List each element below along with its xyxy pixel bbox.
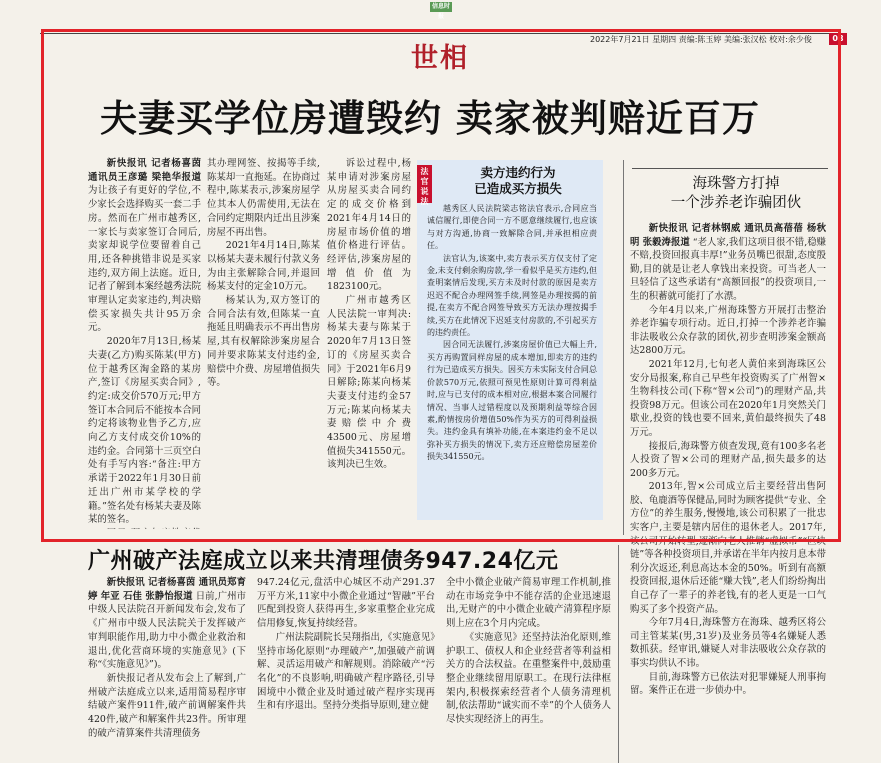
issue-weekday: 星期四 <box>652 35 677 44</box>
paragraph-text: 杨某认为,双方签订的合同合法有效,但陈某一直拖延且明确表示不再出售房屋,其有权解除涉案房屋合同并要求陈某支付违约金,赔偿中介费、房屋增值损失等。 <box>207 295 320 389</box>
byline: 新快报讯 记者林钢威 通讯员高蓓蓓 杨秋明 张毅涛报道 <box>630 223 826 248</box>
paragraph-text: 《实施意见》还坚持法治化原则,维护职工、债权人和企业经营者等利益相关方的合法权益。在重整案件中,鼓励重整企业继续留用原职工。在现行法律框架内,积极探索经营者个人债务清理机制,依法帮助“诚实而不幸”的个人债务人尽快实现经济上的再生。 <box>446 631 611 726</box>
paragraph <box>88 672 246 741</box>
paragraph-text: 诉讼过程中,杨某申请对涉案房屋从房屋买卖合同约定的成交价格到2021年4月14日的房屋市场价值的增值价格进行评估。经评估,涉案房屋的增值价值为1823100元。 <box>327 158 411 293</box>
commentary-title-line1: 卖方违约行为 <box>480 165 556 180</box>
paragraph-text: 接报后,海珠警方侦查发现,竟有100多名老人投资了智×公司的理财产品,损失最多的达200多万元。 <box>630 440 826 479</box>
paragraph-text: 947.24亿元,盘活中心城区不动产291.37万平方米,11家中小微企业通过“智融”平台匹配到投资人获得再生,多家重整企业完成信用修复,恢复持续经营。 <box>257 577 435 630</box>
issue-date: 2022年7月21日 <box>590 35 650 44</box>
bottom-story-column-2 <box>257 576 435 763</box>
section-title: 世相 <box>411 43 469 74</box>
bottom-story-column-1 <box>88 576 246 763</box>
paragraph-text: 2021年4月14日,陈某以杨某夫妻未履行付款义务为由主张解除合同,并退回杨某支付的定金10万元。 <box>207 240 320 293</box>
proofreader-credit: 校对:余少俊 <box>769 35 812 44</box>
commentary-paragraph: 因合同无法履行,涉案房屋价值已大幅上升,买方再购置同样房屋的成本增加,即卖方的违约行为已造成买方损失。因买方未实际支付合同总价款570万元,依照可预见性原则计算可得利益时,应与已支付的成本相对应,根据本案合同履行情况、当事人过错程度以及预期利益等综合因素,酌情按房价增值50%作为买方的可得利益损失。违约金具有填补功能,在本案违约金不足以弥补买方损失的情况下,卖方还应赔偿房屋差价损失341550元。 <box>427 340 597 462</box>
paragraph-text: 2020年7月13日,杨某夫妻(乙方)购买陈某(甲方)位于越秀区淘金路的某房产,签订《房屋买卖合同》,约定:成交价570万元;甲方签订本合同后不能按本合同约定将该物业售予乙方,应向乙方支付成交价10%的违约金。合同第十三页空白处有手写内容:“备注:甲方承诺于2022年1月30日前迁出广州市某学校的学籍。”签名处有杨某夫妻及陈某的签名。 <box>88 336 201 526</box>
paragraph <box>446 576 611 631</box>
paragraph <box>257 576 435 631</box>
paragraph-text: “老人家,我们这项目很不错,稳赚不赔,投资回报真丰厚!”业务员嘴巴很甜,态度殷勤,目的就是让老人拿钱出来投资。可当老人一旦轻信了这些承诺有“高额回报”的投资项目,一生的积蓄就可能打了水漂。 <box>630 236 826 302</box>
designer-credit: 美编:张汉松 <box>723 35 767 44</box>
paragraph <box>630 616 826 670</box>
right-headline-line1: 海珠警方打掉 <box>692 176 780 192</box>
paragraph <box>257 631 435 713</box>
column-divider <box>618 545 619 763</box>
byline: 新快报讯 记者杨喜茵 通讯员王彦璐 梁艳华报道 <box>88 158 201 183</box>
paragraph-text: 2021年12月,七旬老人黄伯来到海珠区公安分局报案,称自己早些年投资购买了广州智×生物科技公司(下称“智×公司”)的理财产品,共投资98万元。但该公司在2020年1月突然关门歇业,投资的钱也要不回来,黄伯最终损失了48万元。 <box>630 358 826 438</box>
highlight-frame <box>41 29 841 542</box>
paragraph-text: 其办理网签、按揭等手续,陈某却一直拖延。在协商过程中,陈某表示,涉案房屋学位其本人仍需使用,无法在合同约定期限内迁出且涉案房屋不再出售。 <box>207 158 320 238</box>
paragraph-text: 2013年,智×公司成立后主要经营出售阿胶、龟鹿酒等保健品,同时为顾客提供“专业、全方位”的养生服务,慢慢地,该公司积累了一批忠实客户,主要是辖内居住的退休老人。2017年,该公司开始转型,逐渐向老人推销“虚拟币”“区块链”等各种投资项目,并承诺在半年内按月息本带利分次返还,利息高达本金的50%。听到有高额投资回报,退休后还能“赚大钱”,老人们纷纷掏出自己存了一辈子的养老钱,有的老人更是一口气购买了多个投资产品。 <box>630 481 826 615</box>
paragraph-text: 今年7月4日,海珠警方在海珠、越秀区将公司主管某某(男,31岁)及业务员等4名嫌疑人悉数抓获。经审讯,嫌疑人对非法吸收公众存款的事实均供认不讳。 <box>630 617 826 669</box>
right-headline-line2: 一个涉养老诈骗团伙 <box>670 195 802 211</box>
paragraph <box>88 576 246 672</box>
commentary-tag: 法官说法 <box>417 165 432 203</box>
paragraph-text: 广州市越秀区人民法院一审判决:杨某夫妻与陈某于2020年7月13日签订的《房屋买卖合同》于2021年6月9日解除;陈某向杨某夫妻支付违约金57万元;陈某向杨某夫妻赔偿中介费43500元、房屋增值损失341550元。该判决已生效。 <box>327 295 411 471</box>
paragraph-text: 新快报记者从发布会上了解到,广州破产法庭成立以来,适用简易程序审结破产案件911件,破产前调解案件共420件,破产和解案件共23件。所审理的破产清算案件共清理债务 <box>88 672 246 739</box>
paragraph-text: 为让孩子有更好的学位,不少家长会选择购买一套二手房。然而在广州市越秀区,一家长与卖家签订合同后,卖家却说学位要留着自己用,还各种挑错非说是买家违约,双方闹上法庭。近日,记者了解到本案经越秀法院审理认定卖家违约,判决赔偿买家损失共计95万余元。 <box>88 185 201 334</box>
masthead-logo: 信息时报 <box>431 3 450 20</box>
paragraph-text: 目前,海珠警方已依法对犯罪嫌疑人刑事拘留。案件正在进一步侦办中。 <box>630 671 826 697</box>
commentary-title-line2: 已造成买方损失 <box>474 181 562 196</box>
bottom-headline: 广州破产法庭成立以来共清理债务947.24亿元 <box>88 549 559 574</box>
commentary-paragraph: 法官认为,该案中,卖方表示买方仅支付了定金,未支付剩余购房款,学一看似乎是买方违约,但查明案情后发现,买方未及时付款的原因是卖方迟迟不配合办理网签手续,网签是办理按揭的前提,在卖方不配合网签导致买方无法办理按揭手续,买方在此情况下迟延支付房款的,不引起买方的违约责任。 <box>427 253 597 338</box>
commentary-paragraph: 越秀区人民法院梁志铭法官表示,合同应当诚信履行,即使合同一方不愿意继续履行,也应该与对方沟通,协商一致解除合同,并承担相应责任。 <box>427 204 597 251</box>
paragraph-text: 全中小微企业破产简易审理工作机制,推动在市场竞争中不能存活的企业迅速退出,无财产的中小微企业破产清算程序原则上应在3个月内完成。 <box>446 577 611 630</box>
page-number-badge: 08 <box>829 33 847 45</box>
paragraph <box>630 671 826 698</box>
paragraph <box>446 631 611 727</box>
byline: 新快报讯 记者杨喜茵 通讯员郑育婷 年亚 石佳 张静怡报道 <box>88 577 246 602</box>
paragraph-text: 今年4月以来,广州海珠警方开展打击整治养老诈骗专项行动。近日,打掉一个涉养老诈骗非法吸收公众存款的团伙,初步查明涉案金额高达2800万元。 <box>630 304 826 357</box>
editor-credit: 责编:陈玉婷 <box>678 35 722 44</box>
paragraph-text: 日前,广州市中级人民法院召开新闻发布会,发布了《广州市中级人民法院关于发挥破产审判职能作用,助力中小微企业救治和退出,优化营商环境的实施意见》(下称“《实施意见》”)。 <box>88 590 246 671</box>
paragraph-text: 广州法院副院长吴翔指出,《实施意见》坚持市场化原则“办理破产”,加强破产前调解、灵活运用破产和解规则。消除破产“污名化”的不良影响,明确破产程序路径,引导困境中小微企业及时通过破产程序实现再生和有序退出。坚持分类指导原则,建立健 <box>257 631 435 712</box>
main-headline: 夫妻买学位房遭毁约 卖家被判赔近百万 <box>100 96 760 140</box>
bottom-story-column-3 <box>446 576 611 763</box>
